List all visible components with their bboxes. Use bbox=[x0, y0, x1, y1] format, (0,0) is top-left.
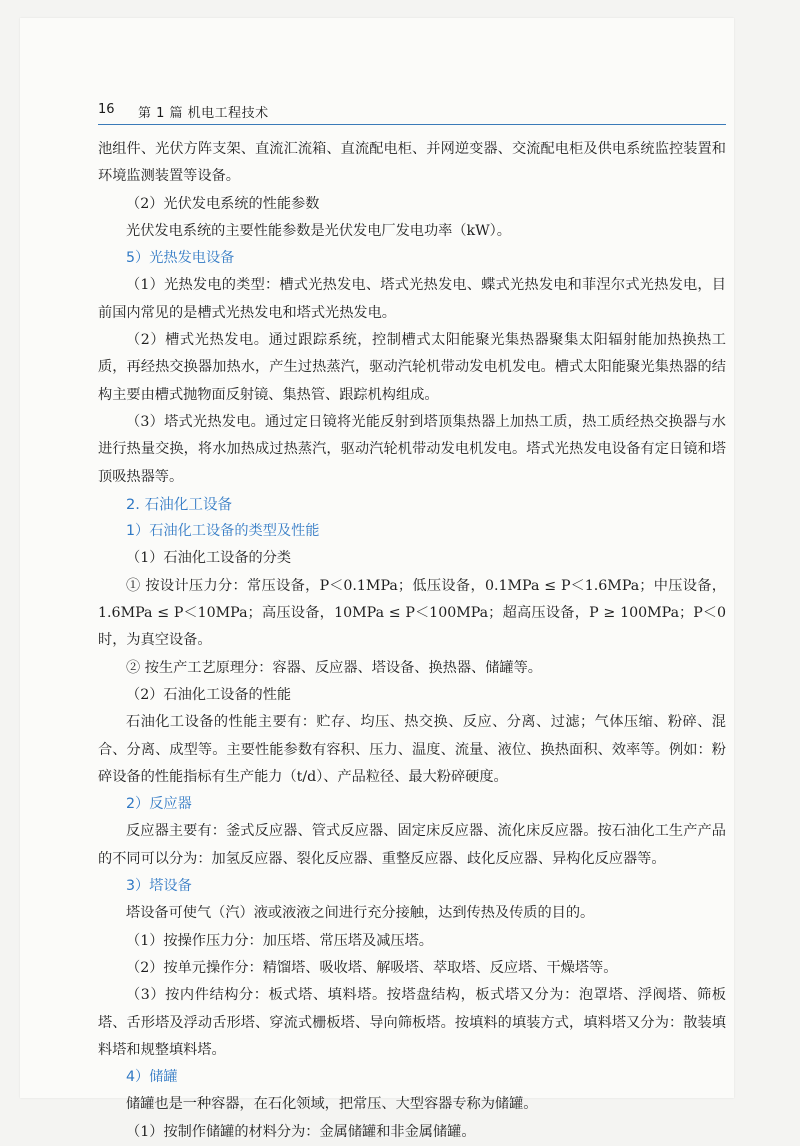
subsection-heading: 1）石油化工设备的类型及性能 bbox=[126, 523, 320, 540]
body-paragraph: （1）光热发电的类型：槽式光热发电、塔式光热发电、蝶式光热发电和菲涅尔式光热发电，目前国内常见的是槽式光热发电和塔式光热发电。 bbox=[98, 277, 726, 321]
document-page bbox=[20, 18, 734, 1140]
body-paragraph: ② 按生产工艺原理分：容器、反应器、塔设备、换热器、储罐等。 bbox=[126, 659, 542, 676]
body-paragraph: （2）按单元操作分：精馏塔、吸收塔、解吸塔、萃取塔、反应塔、干燥塔等。 bbox=[126, 959, 618, 976]
subsection-heading: 4）储罐 bbox=[126, 1069, 178, 1086]
subsection-heading: 3）塔设备 bbox=[126, 878, 192, 895]
subsection-heading: 5）光热发电设备 bbox=[126, 250, 235, 267]
body-paragraph: （2）石油化工设备的性能 bbox=[126, 686, 292, 703]
body-paragraph: （1）石油化工设备的分类 bbox=[126, 550, 292, 567]
body-paragraph: （2）光伏发电系统的性能参数 bbox=[126, 195, 320, 212]
page-header bbox=[98, 92, 726, 125]
body-paragraph: （3）塔式光热发电。通过定日镜将光能反射到塔顶集热器上加热工质，热工质经热交换器与水进行热量交换，将水加热成过热蒸汽，驱动汽轮机带动发电机发电。塔式光热发电设备有定日镜和塔顶吸热器等。 bbox=[98, 413, 726, 485]
body-paragraph: （2）槽式光热发电。通过跟踪系统，控制槽式太阳能聚光集热器聚集太阳辐射能加热换热工质，再经热交换器加热水，产生过热蒸汽，驱动汽轮机带动发电机发电。槽式太阳能聚光集热器的结构主要由槽式抛物面反射镜、集热管、跟踪机构组成。 bbox=[98, 332, 726, 403]
body-paragraph: （3）按内件结构分：板式塔、填料塔。按塔盘结构，板式塔又分为：泡罩塔、浮阀塔、筛板塔、舌形塔及浮动舌形塔、穿流式栅板塔、导向筛板塔。按填料的填装方式，填料塔又分为：散装填料塔和规整填料塔。 bbox=[98, 987, 726, 1058]
body-paragraph: 池组件、光伏方阵支架、直流汇流箱、直流配电柜、并网逆变器、交流配电柜及供电系统监控装置和环境监测装置等设备。 bbox=[98, 141, 726, 185]
body-paragraph: 塔设备可使气（汽）液或液液之间进行充分接触，达到传热及传质的目的。 bbox=[126, 905, 595, 922]
body-paragraph: 光伏发电系统的主要性能参数是光伏发电厂发电功率（kW）。 bbox=[126, 222, 511, 239]
page-body bbox=[98, 136, 726, 1146]
subsection-heading: 2）反应器 bbox=[126, 796, 192, 813]
body-paragraph: （1）按制作储罐的材料分为：金属储罐和非金属储罐。 bbox=[126, 1123, 476, 1140]
body-paragraph: 储罐也是一种容器，在石化领域，把常压、大型容器专称为储罐。 bbox=[126, 1096, 538, 1113]
body-paragraph: （1）按操作压力分：加压塔、常压塔及减压塔。 bbox=[126, 932, 433, 949]
body-paragraph: 反应器主要有：釜式反应器、管式反应器、固定床反应器、流化床反应器。按石油化工生产产品的不同可以分为：加氢反应器、裂化反应器、重整反应器、歧化反应器、异构化反应器等。 bbox=[98, 823, 726, 867]
page-number: 16 bbox=[98, 102, 115, 117]
body-paragraph: ① 按设计压力分：常压设备，P＜0.1MPa；低压设备，0.1MPa ≤ P＜1.6MPa；中压设备，1.6MPa ≤ P＜10MPa；高压设备，10MPa ≤ P＜100MPa；超高压设备，P ≥ 100MPa；P＜0 时，为真空设备。 bbox=[98, 577, 726, 649]
part-title: 第 1 篇 机电工程技术 bbox=[138, 106, 269, 121]
body-paragraph: 石油化工设备的性能主要有：贮存、均压、热交换、反应、分离、过滤；气体压缩、粉碎、混合、分离、成型等。主要性能参数有容积、压力、温度、流量、液位、换热面积、效率等。例如：粉碎设备的性能指标有生产能力（t/d）、产品粒径、最大粉碎硬度。 bbox=[98, 714, 726, 785]
section-heading: 2. 石油化工设备 bbox=[126, 495, 233, 513]
